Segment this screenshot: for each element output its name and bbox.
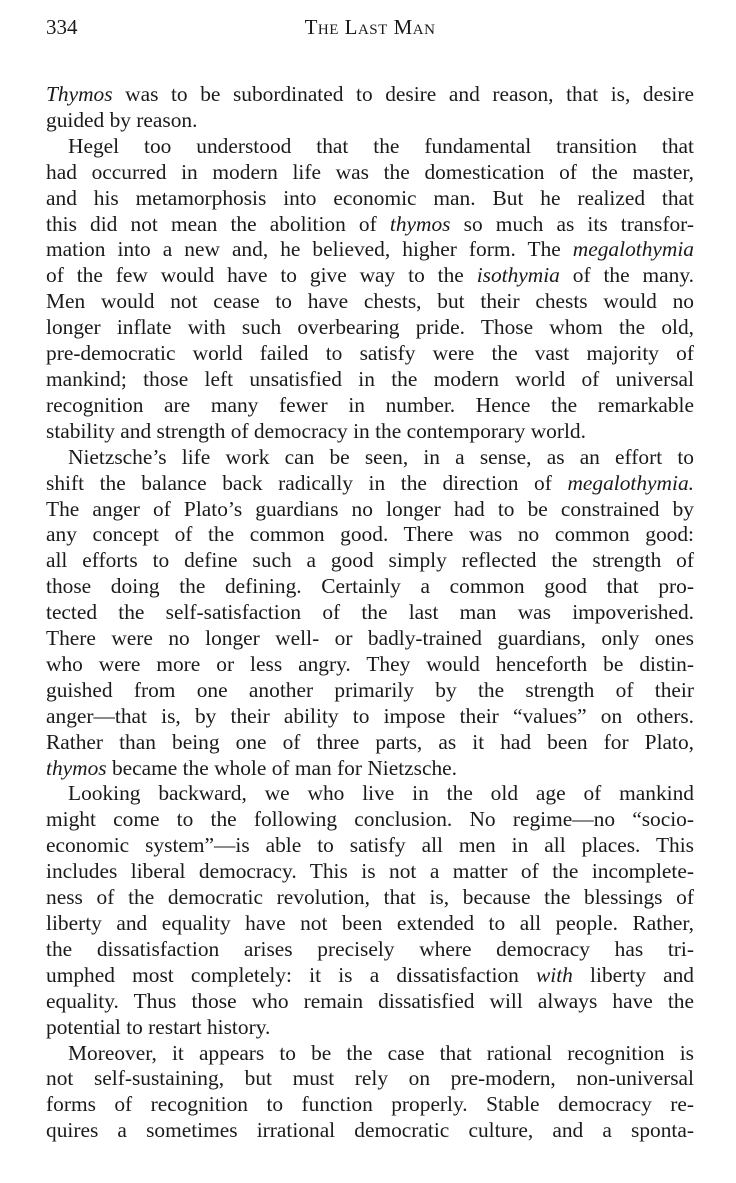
italic-text: thymos — [389, 211, 451, 236]
italic-text: with — [535, 962, 573, 987]
text-span: forms of recognition to function properly. Stable democracy re- — [46, 1092, 694, 1117]
text-span: all efforts to define such a good simply reflected the strength of — [46, 548, 694, 573]
text-line — [46, 186, 694, 212]
text-line — [46, 1066, 694, 1092]
text-line — [46, 963, 694, 989]
text-line — [46, 704, 694, 730]
text-line — [46, 1118, 694, 1144]
text-span: mation into a new and, he believed, higher form. The — [46, 237, 573, 262]
text-line — [46, 82, 694, 108]
text-line — [46, 833, 694, 859]
body-text — [46, 82, 694, 1144]
book-page — [46, 10, 694, 1144]
text-line — [46, 548, 694, 574]
text-span: recognition are many fewer in number. Hence the remarkable — [46, 392, 694, 417]
text-span: pre-democratic world failed to satisfy were the vast majority of — [46, 341, 694, 366]
text-span: of the few would have to give way to the — [46, 263, 477, 288]
text-span: so much as its transfor- — [450, 211, 694, 236]
text-span: mankind; those left unsatisfied in the modern world of universal — [46, 366, 694, 391]
text-span: those doing the defining. Certainly a common good that pro- — [46, 574, 694, 599]
text-line — [46, 1041, 694, 1067]
text-line — [46, 471, 694, 497]
text-span: not self-sustaining, but must rely on pre-modern, non-universal — [46, 1066, 694, 1091]
italic-text: megalothymia. — [567, 470, 694, 495]
text-span: shift the balance back radically in the direction of — [46, 470, 568, 495]
text-line — [46, 497, 694, 523]
text-span: includes liberal democracy. This is not a matter of the incomplete- — [46, 859, 694, 884]
text-span: who were more or less angry. They would henceforth be distin- — [46, 651, 694, 676]
text-span: The anger of Plato’s guardians no longer had to be constrained by — [46, 496, 694, 521]
text-span: Men would not cease to have chests, but their chests would no — [46, 289, 694, 314]
text-line — [46, 859, 694, 885]
text-span: liberty and equality have not been extended to all people. Rather, — [46, 911, 694, 935]
text-line — [46, 108, 694, 134]
text-span: umphed most completely: it is a dissatisfaction — [46, 962, 536, 987]
text-span: anger—that is, by their ability to impose their “values” on others. — [46, 703, 694, 728]
text-line — [46, 263, 694, 289]
text-span: any concept of the common good. There was no common good: — [46, 522, 694, 547]
text-line — [46, 911, 694, 937]
text-span: quires a sometimes irrational democratic culture, and a sponta- — [46, 1118, 694, 1143]
text-span: liberty and — [572, 962, 694, 987]
text-span: potential to restart history. — [46, 1014, 271, 1039]
text-span: and his metamorphosis into economic man. But he realized that — [46, 185, 694, 210]
text-span: Moreover, it appears to be the case that rational recognition is — [68, 1040, 694, 1065]
text-span: Hegel too understood that the fundamental transition that — [68, 133, 694, 158]
text-line — [46, 160, 694, 186]
text-span: equality. Thus those who remain dissatisfied will always have the — [46, 988, 694, 1013]
text-line — [46, 600, 694, 626]
text-line — [46, 315, 694, 341]
text-line — [46, 1015, 694, 1041]
text-span: stability and strength of democracy in the contemporary world. — [46, 418, 586, 443]
text-line — [46, 237, 694, 263]
italic-text: Thymos — [46, 82, 113, 106]
text-span: Looking backward, we who live in the old age of mankind — [68, 781, 694, 806]
text-line — [46, 1092, 694, 1118]
text-span: There were no longer well- or badly-trained guardians, only ones — [46, 626, 694, 651]
text-span: Rather than being one of three parts, as it had been for Plato, — [46, 729, 694, 754]
text-span: might come to the following conclusion. No regime—no “socio- — [46, 807, 694, 832]
text-span: tected the self-satisfaction of the last man was impoverished. — [46, 600, 694, 625]
text-line — [46, 522, 694, 548]
text-line — [46, 574, 694, 600]
text-line — [46, 289, 694, 315]
text-span: the dissatisfaction arises precisely where democracy has tri- — [46, 936, 694, 961]
text-line — [46, 419, 694, 445]
text-line — [46, 367, 694, 393]
text-line — [46, 756, 694, 782]
italic-text: isothymia — [476, 263, 560, 288]
text-line — [46, 781, 694, 807]
text-span: this did not mean the abolition of — [46, 211, 390, 236]
text-line — [46, 937, 694, 963]
text-span: had occurred in modern life was the domestication of the master, — [46, 159, 694, 184]
text-span: guished from one another primarily by the strength of their — [46, 677, 694, 702]
text-line — [46, 341, 694, 367]
text-line — [46, 445, 694, 471]
text-span: longer inflate with such overbearing pride. Those whom the old, — [46, 315, 694, 340]
text-line — [46, 212, 694, 238]
text-line — [46, 652, 694, 678]
text-span: economic system”—is able to satisfy all men in all places. This — [46, 833, 694, 858]
text-line — [46, 134, 694, 160]
text-span: guided by reason. — [46, 107, 198, 132]
text-span: became the whole of man for Nietzsche. — [106, 755, 458, 780]
running-title: The Last Man — [304, 15, 436, 39]
text-line — [46, 730, 694, 756]
text-span: of the many. — [559, 263, 694, 288]
text-span: ness of the democratic revolution, that is, because the blessings of — [46, 885, 694, 910]
running-header — [46, 10, 694, 44]
page-number: 334 — [46, 15, 78, 39]
text-span: was to be subordinated to desire and reason, that is, desire — [112, 82, 694, 106]
text-line — [46, 807, 694, 833]
italic-text: thymos — [46, 755, 107, 780]
text-line — [46, 393, 694, 419]
text-line — [46, 678, 694, 704]
text-line — [46, 626, 694, 652]
text-line — [46, 885, 694, 911]
text-line — [46, 989, 694, 1015]
text-span: Nietzsche’s life work can be seen, in a sense, as an effort to — [68, 444, 694, 469]
italic-text: megalothymia — [572, 237, 694, 262]
